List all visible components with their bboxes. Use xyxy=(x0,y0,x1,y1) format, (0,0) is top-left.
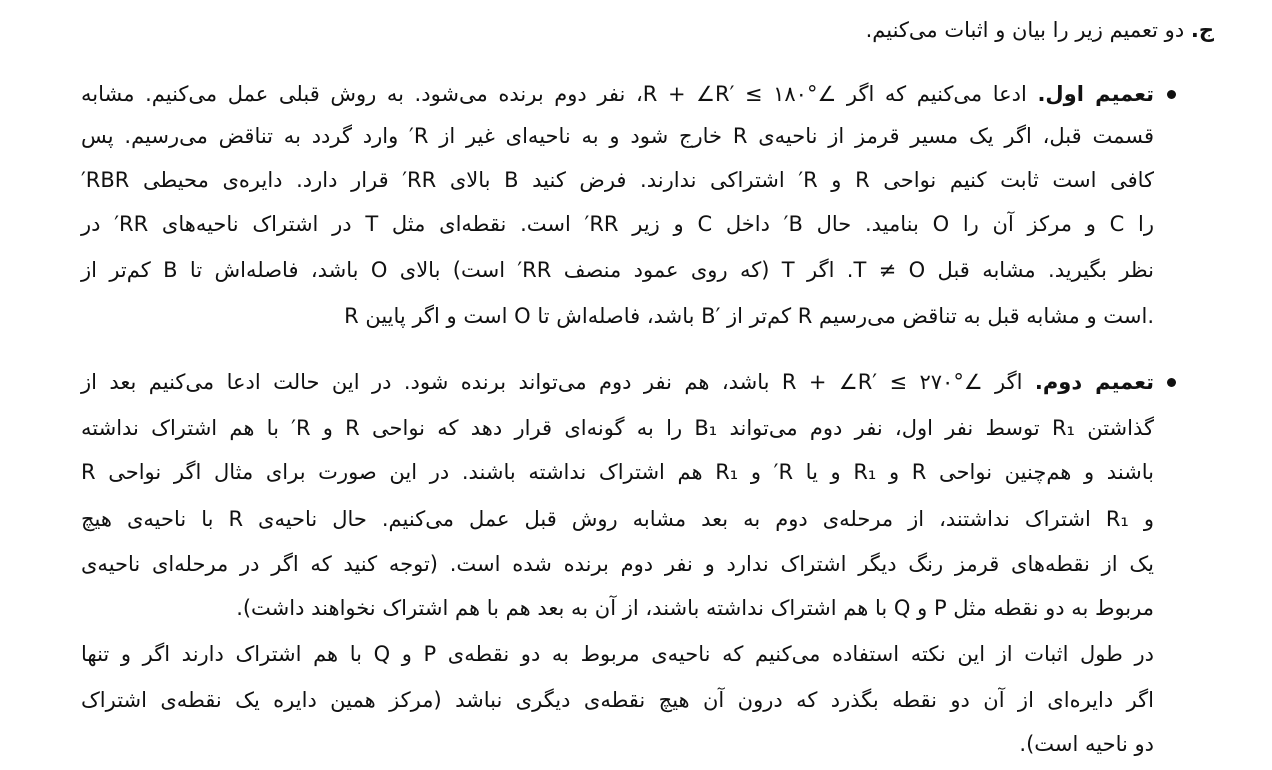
section-heading xyxy=(114,16,1214,44)
second-line-1 xyxy=(81,368,1154,396)
second-title: تعمیم دوم. xyxy=(1034,370,1154,394)
first-text-1: ادعا می‌کنیم که اگر ∠R + ∠R′ ≤ ۱۸۰°، نفر دوم برنده می‌شود. به روش قبلی عمل می‌کنیم. مشابه xyxy=(81,82,1027,106)
second-line-3: باشند و هم‌چنین نواحی R و R₁ و یا R′ و R₁ هم اشتراک نداشته باشند. در این صورت برای مثال اگر نواحی R xyxy=(81,460,1154,484)
first-title: تعمیم اول. xyxy=(1037,82,1154,106)
second-text-1: اگر ∠R + ∠R′ ≤ ۲۷۰° باشد، هم نفر دوم می‌تواند برنده شود. در این حالت ادعا می‌کنیم بعد از xyxy=(81,370,1023,394)
first-line-6: R است و اگر پایین O باشد، فاصله‌اش تا B′ کم‌تر از R است و مشابه قبل به تناقض می‌رسیم. xyxy=(344,304,1154,328)
first-line-2: قسمت قبل، اگر یک مسیر قرمز از ناحیه‌ی R خارج شود و به ناحیه‌ای غیر از R′ وارد گردد به تناقض می‌رسیم. پس xyxy=(81,124,1154,148)
bullet-second xyxy=(1167,378,1176,387)
first-line-4: را C و مرکز آن را O بنامید. حال B′ داخل C و زیر RR′ است. نقطه‌ای مثل T در اشتراک ناحیه‌های RR′ در xyxy=(81,212,1154,236)
closing-line-3: دو ناحیه است). xyxy=(1019,732,1154,756)
first-line-5: نظر بگیرید. مشابه قبل T ≠ O. اگر T (که روی عمود منصف RR′ است) بالای O باشد، فاصله‌اش تا B کم‌تر از xyxy=(81,258,1154,282)
section-heading-text: دو تعمیم زیر را بیان و اثبات می‌کنیم. xyxy=(865,18,1185,42)
bullet-first xyxy=(1167,90,1176,99)
second-line-2: گذاشتن R₁ توسط نفر اول، نفر دوم می‌تواند B₁ را به گونه‌ای قرار دهد که نواحی R و R′ با هم اشتراک نداشته xyxy=(81,416,1154,440)
closing-line-2: اگر دایره‌ای از آن دو نقطه بگذرد که درون آن هیچ نقطه‌ی دیگری نباشد (مرکز همین دایره یک نقطه‌ی اشتراک xyxy=(81,688,1154,712)
closing-line-1: در طول اثبات از این نکته استفاده می‌کنیم که ناحیه‌ی مربوط به دو نقطه‌ی P و Q با هم اشتراک دارند اگر و تنها xyxy=(81,642,1154,666)
second-line-4: و R₁ اشتراک نداشتند، از مرحله‌ی دوم به بعد مشابه روش قبل عمل می‌کنیم. حال ناحیه‌ی R با ناحیه‌ی هیچ xyxy=(81,507,1154,531)
second-line-6: مربوط به دو نقطه مثل P و Q با هم اشتراک نداشته باشند، از آن به بعد هم با هم اشتراک نخواهند داشت). xyxy=(236,596,1154,620)
second-line-5: یک از نقطه‌های قرمز رنگ دیگر اشتراک ندارد و نفر دوم برنده شده است. (توجه کنید که اگر در مرحله‌ای ناحیه‌ی xyxy=(81,552,1154,576)
section-label: ج. xyxy=(1190,18,1214,42)
first-line-3: کافی است ثابت کنیم نواحی R و R′ اشتراکی ندارند. فرض کنید B بالای RR′ قرار دارد. دایره‌ی محیطی RBR′ xyxy=(81,168,1155,192)
first-line-1 xyxy=(81,80,1154,108)
